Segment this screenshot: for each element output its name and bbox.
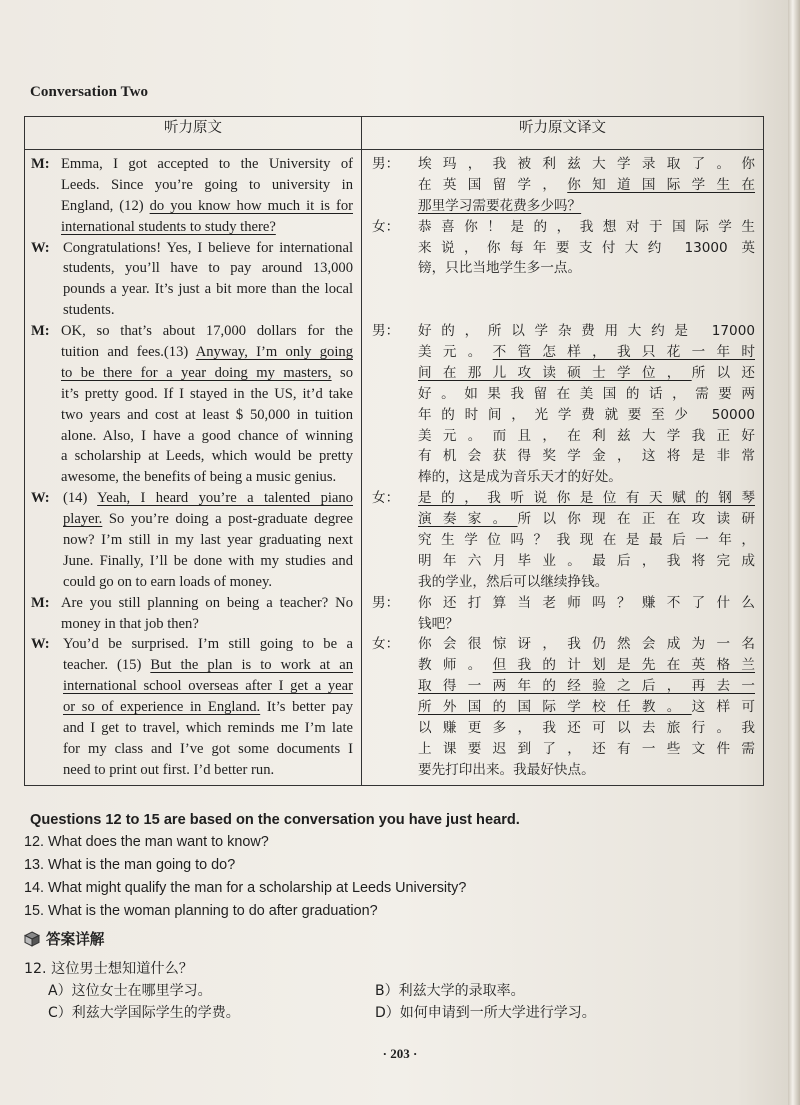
- zh-underlined: 但我的计划是先在英格兰: [492, 657, 756, 674]
- en-text: pounds a year. It’s just a bit more than the local: [63, 281, 353, 298]
- en-line: [31, 154, 353, 175]
- option-d: D）如何申请到一所大学进行学习。: [375, 1005, 596, 1021]
- zh-text: 明年六月毕业。最后，我将完成: [418, 552, 755, 569]
- zh-text: 我的学业，然后可以继续挣钱。: [418, 573, 609, 590]
- en-underlined: do you know how much it is for: [149, 197, 353, 214]
- speaker-label: 女：: [372, 218, 400, 235]
- answer-question: 12. 这位男士想知道什么？: [24, 961, 193, 977]
- zh-text: 你会很惊讶，我仍然会成为一名: [418, 636, 755, 653]
- page-edge: [788, 0, 800, 1105]
- en-text: alone. Also, I have a good chance of winning: [61, 427, 353, 444]
- zh-text: 钱吧？: [418, 615, 459, 632]
- en-underlined: Anyway, I’m only going: [195, 344, 353, 361]
- zh-text: 上课要迟到了，还有一些文件需: [418, 740, 755, 757]
- en-underlined: or so of experience in England.: [63, 699, 261, 716]
- zh-underlined: 你知道国际学生在: [567, 176, 756, 193]
- transcript-chinese: [362, 150, 764, 786]
- option-b: B）利兹大学的录取率。: [375, 983, 525, 999]
- zh-text: 来说，你每年要支付大约 13000 英: [418, 239, 755, 256]
- en-text: teacher. (15): [63, 657, 151, 674]
- speaker-label: M:: [31, 594, 50, 611]
- answer-heading-text: 答案详解: [46, 931, 105, 948]
- zh-text: 好的，所以学杂费用大约是 17000: [418, 323, 755, 340]
- speaker-label: M:: [31, 156, 50, 172]
- en-text: tuition and fees.(13): [61, 344, 196, 361]
- zh-text: 镑，只比当地学生多一点。: [418, 260, 582, 277]
- zh-text: 埃玛，我被利兹大学录取了。你: [418, 156, 755, 172]
- section-heading: Conversation Two: [30, 84, 149, 100]
- zh-underlined: 取得一两年的经验之后，再去一: [418, 678, 755, 695]
- zh-text: 以赚更多，我还可以去旅行。我: [418, 720, 755, 737]
- en-text: You’d be surprised. I’m still going to be a: [63, 636, 353, 653]
- speaker-label: 男：: [372, 156, 400, 172]
- en-text: for my class and I’ve got some documents I: [63, 740, 353, 757]
- en-underlined: player.: [63, 511, 103, 528]
- zh-underlined: 所外国的国际学校任教。: [418, 699, 692, 716]
- page-number: · 203 ·: [382, 1046, 418, 1061]
- en-text: need to print out first. I’d better run.: [63, 761, 275, 778]
- en-text: (14): [63, 490, 98, 507]
- questions-heading: Questions 12 to 15 are based on the conversation you have just heard.: [30, 812, 520, 828]
- speaker-label: 女：: [372, 636, 400, 653]
- zh-text: 所以你现在正在攻读研: [517, 511, 756, 528]
- zh-text: 要先打印出来。我最好快点。: [418, 761, 595, 778]
- zh-underlined: 间在那儿攻读硕士学位，: [418, 364, 692, 381]
- en-text: June. Finally, I’ll be done with my studies and: [63, 552, 353, 569]
- zh-text: 教师。: [418, 657, 493, 674]
- en-text: it’s pretty good. If I stayed in the US, it’d take: [61, 385, 353, 402]
- en-underlined: Yeah, I heard you’re a talented piano: [97, 490, 353, 507]
- question-item: 14. What might qualify the man for a scholarship at Leeds University?: [24, 880, 467, 896]
- en-text: So you’re doing a post-graduate degree: [102, 511, 353, 528]
- en-text: England, (12): [61, 197, 150, 214]
- en-text: Leeds. Since you’re going to university in: [61, 176, 353, 193]
- en-text: could go on to earn loads of money.: [63, 573, 272, 590]
- en-text: awesome, the benefits of being a music genius.: [61, 469, 337, 486]
- speaker-label: 女：: [372, 490, 400, 507]
- en-text: students.: [63, 302, 115, 319]
- zh-text: 棒的，这是成为音乐天才的好处。: [418, 469, 622, 486]
- speaker-label: W:: [31, 490, 50, 507]
- zh-underlined: 那里学习需要花费多少吗？: [418, 197, 582, 214]
- zh-underlined: 演奏家。: [418, 511, 518, 528]
- en-text: two years and cost at least $ 50,000 in tuition: [61, 406, 353, 423]
- zh-text: 美元。而且，在利兹大学我正好: [418, 427, 755, 444]
- zh-underlined: 不管怎样，我只花一年时: [492, 344, 756, 361]
- answer-section-heading: [24, 928, 104, 949]
- zh-text: 这样可: [691, 699, 756, 716]
- en-underlined: to be there for a year doing my masters,: [61, 364, 332, 381]
- en-underlined: But the plan is to work at an: [150, 657, 353, 674]
- en-text: OK, so that’s about 17,000 dollars for the: [61, 323, 353, 340]
- en-text: now? I’m still in my last year graduating next: [63, 532, 353, 549]
- speaker-label: 男：: [372, 323, 400, 340]
- en-text: Congratulations! Yes, I believe for international: [63, 239, 353, 256]
- col-header-translation: 听力原文译文: [362, 117, 764, 150]
- speaker-label: 男：: [372, 594, 400, 611]
- col-header-original: 听力原文: [25, 117, 362, 150]
- en-text: Are you still planning on being a teacher? No: [61, 594, 353, 611]
- zh-text: 究生学位吗？我现在是最后一年，: [418, 532, 755, 549]
- speaker-label: M:: [31, 323, 50, 340]
- zh-text: 有机会获得奖学金，这将是非常: [418, 448, 755, 465]
- zh-text: 在英国留学，: [418, 176, 568, 193]
- zh-text: 好。如果我留在美国的话，需要两: [418, 385, 755, 402]
- zh-underlined: 是的，我听说你是位有天赋的钢琴: [418, 490, 755, 507]
- zh-text: 所以还: [691, 364, 756, 381]
- en-text: Emma, I got accepted to the University of: [61, 156, 353, 172]
- en-underlined: international school overseas after I get a year: [63, 678, 353, 695]
- question-item: 12. What does the man want to know?: [24, 834, 269, 850]
- zh-text: 你还打算当老师吗？赚不了什么: [418, 594, 755, 611]
- option-a: A）这位女士在哪里学习。: [48, 983, 212, 999]
- en-text: students, you’ll have to pay around 13,000: [63, 260, 353, 277]
- speaker-label: W:: [31, 636, 50, 653]
- cube-icon: [24, 931, 40, 947]
- en-underlined: international students to study there?: [61, 218, 276, 235]
- option-c: C）利兹大学国际学生的学费。: [48, 1005, 240, 1021]
- zh-text: 年的时间，光学费就要至少 50000: [418, 406, 755, 423]
- question-item: 13. What is the man going to do?: [24, 857, 236, 873]
- en-text: so: [331, 364, 353, 381]
- zh-text: 美元。: [418, 344, 493, 361]
- en-text: a scholarship at Leeds, which would be pretty: [61, 448, 353, 465]
- en-text: It’s better pay: [260, 699, 353, 716]
- speaker-label: W:: [31, 239, 50, 256]
- en-text: and I get to travel, which reminds me I’m late: [63, 720, 353, 737]
- question-item: 15. What is the woman planning to do after graduation?: [24, 903, 378, 919]
- zh-text: 恭喜你！是的，我想对于国际学生: [418, 218, 755, 235]
- en-text: money in that job then?: [61, 615, 199, 632]
- transcript-english: [25, 150, 362, 786]
- transcript-table: [24, 116, 764, 786]
